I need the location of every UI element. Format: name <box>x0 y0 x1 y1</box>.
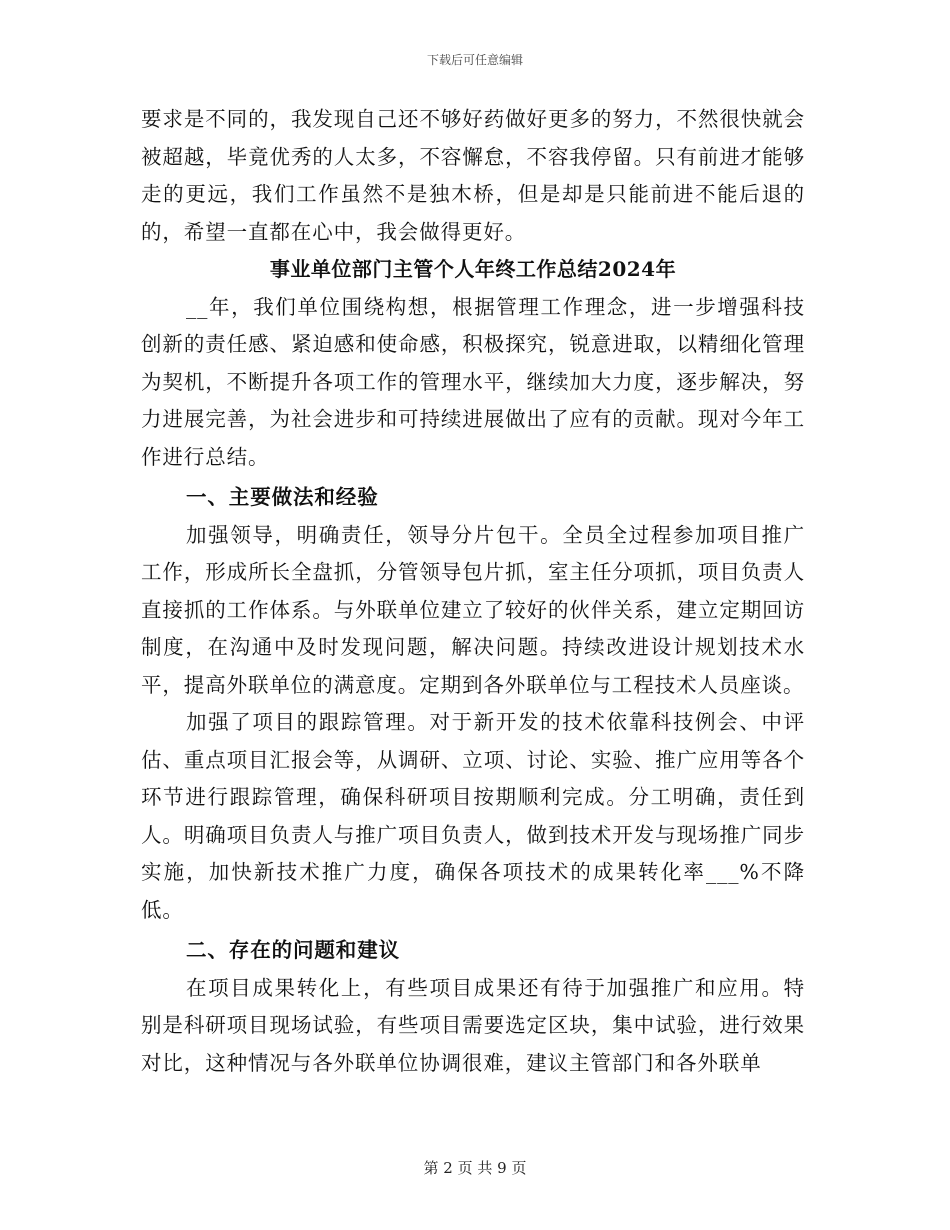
page-number: 第 2 页 共 9 页 <box>423 1159 527 1177</box>
page-header-note: 下载后可任意编辑 <box>426 53 523 67</box>
paragraph-continued: 要求是不同的，我发现自己还不够好药做好更多的努力，不然很快就会被超越，毕竟优秀的人太多，不容懈怠，不容我停留。只有前进才能够走的更远，我们工作虽然不是独木桥，但是却是只能前进不能后退的的，希望一直都在心中，我会做得更好。 <box>141 107 805 244</box>
section-heading-2: 二、存在的问题和建议 <box>186 938 400 962</box>
document-body <box>141 101 805 1082</box>
paragraph-tracking: 加强了项目的跟踪管理。对于新开发的技术依靠科技例会、中评估、重点项目汇报会等，从调研、立项、讨论、实验、推广应用等各个环节进行跟踪管理，确保科研项目按期顺利完成。分工明确，责任到人。明确项目负责人与推广项目负责人，做到技术开发与现场推广同步实施，加快新技术推广力度，确保各项技术的成果转化率___%不降低。 <box>141 710 805 922</box>
paragraph-intro: __年，我们单位围绕构想，根据管理工作理念，进一步增强科技创新的责任感、紧迫感和使命感，积极探究，锐意进取，以精细化管理为契机，不断提升各项工作的管理水平，继续加大力度，逐步解决，努力进展完善，为社会进步和可持续进展做出了应有的贡献。现对今年工作进行总结。 <box>141 294 805 469</box>
paragraph-problems: 在项目成果转化上，有些项目成果还有待于加强推广和应用。特别是科研项目现场试验，有些项目需要选定区块，集中试验，进行效果对比，这种情况与各外联单位协调很难，建议主管部门和各外联单 <box>141 975 805 1075</box>
section-heading-1: 一、主要做法和经验 <box>186 485 379 509</box>
paragraph-leadership: 加强领导，明确责任，领导分片包干。全员全过程参加项目推广工作，形成所长全盘抓，分管领导包片抓，室主任分项抓，项目负责人直接抓的工作体系。与外联单位建立了较好的伙伴关系，建立定期回访制度，在沟通中及时发现问题，解决问题。持续改进设计规划技术水平，提高外联单位的满意度。定期到各外联单位与工程技术人员座谈。 <box>141 522 805 697</box>
document-title: 事业单位部门主管个人年终工作总结2024年 <box>269 257 677 281</box>
